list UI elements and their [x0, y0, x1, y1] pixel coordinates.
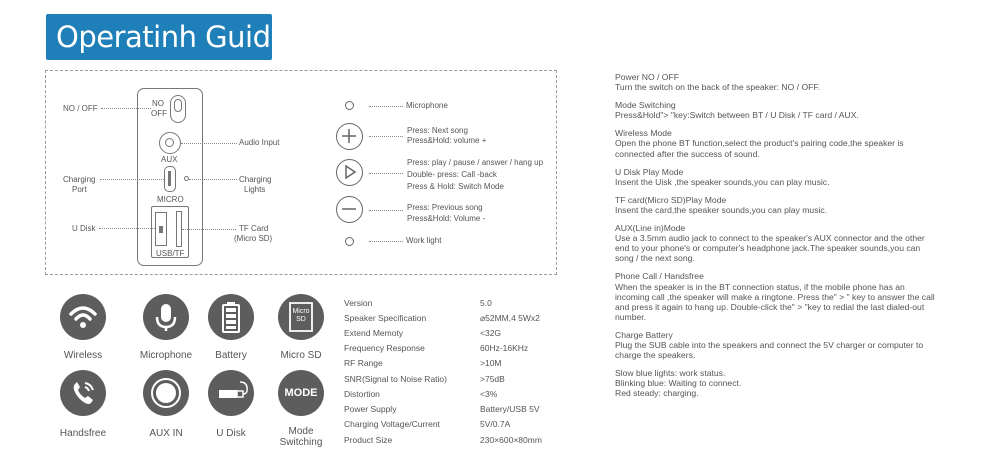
guide-line: Insent the card,the speaker sounds,you can play music.	[615, 204, 828, 215]
spec-label-size: Product Size	[344, 435, 393, 445]
control-microphone-text: Microphone	[406, 101, 448, 110]
micro-port-label: MICRO	[157, 195, 184, 204]
spec-label-memory: Extend Memoty	[344, 328, 404, 338]
leader-charging-lights	[189, 179, 237, 180]
title-banner	[46, 14, 288, 60]
mode-badge: MODE	[284, 387, 318, 399]
leader-u-disk	[99, 228, 155, 229]
feature-label-aux-in: AUX IN	[149, 428, 183, 439]
guide-line: When the speaker is in the BT connection status, if the mobile phone has an	[615, 281, 905, 292]
label-tf-card-2: (Micro SD)	[234, 234, 273, 243]
guide-line: number.	[615, 311, 647, 322]
work-light-dot-icon	[345, 237, 354, 246]
guide-line: and press it again to hang up. Double-click the" > "key to redial the last dialed-out	[615, 301, 925, 312]
usb-slot-pin	[159, 226, 163, 233]
guide-heading: Mode Switching	[615, 100, 676, 111]
spec-label-power: Power Supply	[344, 404, 397, 414]
guide-phone-call	[615, 271, 985, 321]
spec-value-distortion: <3%	[480, 389, 498, 399]
feature-label-micro-sd: Micro SD	[280, 350, 322, 361]
control-play-line-2: Double- press: Call -back	[407, 170, 497, 179]
guide-u-disk	[615, 167, 985, 187]
label-u-disk: U Disk	[72, 224, 96, 233]
guide-heading: TF card(Micro SD)Play Mode	[615, 194, 727, 205]
usb-slot	[155, 212, 167, 246]
switch-knob	[174, 99, 182, 112]
leader-work-light	[369, 241, 403, 242]
spec-value-power: Battery/USB 5V	[480, 404, 540, 414]
guide-aux	[615, 223, 985, 263]
spec-value-memory: <32G	[480, 328, 502, 338]
micro-usb-pin	[168, 171, 171, 186]
microphone-dot-icon	[345, 101, 354, 110]
usb-tf-label: USB/TF	[156, 249, 185, 258]
usb-icon	[208, 370, 254, 416]
feature-label-mode: Mode	[288, 426, 314, 437]
play-button-icon	[336, 159, 363, 186]
microphone-icon	[143, 294, 189, 340]
spec-value-charging: 5V/0.7A	[480, 419, 511, 429]
leader-charging-port	[100, 179, 164, 180]
spec-label-snr: SNR(Signal to Noise Ratio)	[344, 374, 447, 384]
guide-heading: Wireless Mode	[615, 128, 672, 139]
guide-line: Turn the switch on the back of the speaker: NO / OFF.	[615, 82, 821, 93]
guide-heading: Charge Battery	[615, 329, 673, 340]
guide-line: charge the speakers.	[615, 350, 696, 361]
guide-line: Red steady: charging.	[615, 388, 699, 399]
control-work-light-text: Work light	[406, 236, 442, 245]
guide-heading: Power NO / OFF	[615, 72, 679, 82]
guide-heading: U Disk Play Mode	[615, 166, 684, 177]
spec-value-version: 5.0	[480, 298, 492, 308]
feature-label-wireless: Wireless	[63, 350, 103, 361]
spec-label-frequency: Frequency Response	[344, 343, 425, 353]
guide-line: Slow blue lights: work status.	[615, 368, 726, 379]
control-plus-line-2: Press&Hold: volume +	[407, 136, 487, 145]
battery-icon	[208, 294, 254, 340]
guide-wireless	[615, 128, 985, 158]
spec-label-rf-range: RF Range	[344, 358, 383, 368]
guide-power	[615, 72, 985, 92]
label-charging-lights-2: Lights	[244, 185, 266, 194]
guide-line: Open the phone BT function,select the product's pairing code,the speaker is	[615, 138, 904, 149]
micro-sd-icon	[278, 294, 324, 340]
control-play-line-3: Press & Hold: Switch Mode	[407, 182, 504, 191]
guide-line: Plug the SUB cable into the speakers and connect the 5V charger or computer to	[615, 339, 924, 350]
label-tf-card-1: TF Card	[239, 224, 269, 233]
leader-play	[369, 173, 403, 174]
feature-label-switching: Switching	[279, 437, 323, 448]
spec-label-distortion: Distortion	[344, 389, 380, 399]
guide-line: connected after the success of sound.	[615, 148, 760, 159]
guide-line: Press&Hold"> "key:Switch between BT / U Disk / TF card / AUX.	[615, 110, 859, 121]
leader-no-off	[101, 108, 151, 109]
guide-line: Insent the Uisk ,the speaker sounds,you can play music.	[615, 176, 830, 187]
label-charging-port-1: Charging	[63, 175, 96, 184]
wifi-icon	[60, 294, 106, 340]
guide-heading: AUX(Line in)Mode	[615, 223, 686, 234]
control-minus-line-1: Press: Previous song	[407, 203, 483, 212]
leader-plus	[369, 136, 403, 137]
aux-port-label: AUX	[161, 155, 178, 164]
page-title: Operatinh Guide	[56, 20, 288, 54]
label-no-off: NO / OFF	[63, 104, 98, 113]
aux-jack	[159, 132, 181, 154]
label-charging-lights-1: Charging	[239, 175, 272, 184]
feature-label-battery: Battery	[215, 350, 247, 361]
operating-guide-text	[615, 72, 985, 398]
phone-icon	[60, 370, 106, 416]
guide-line: song / the next song.	[615, 253, 695, 264]
leader-minus	[369, 210, 403, 211]
label-charging-port-2: Port	[72, 185, 87, 194]
switch-label-off: OFF	[151, 109, 167, 118]
aux-hole	[165, 138, 174, 147]
mode-icon	[278, 370, 324, 416]
label-audio-input: Audio Input	[239, 138, 280, 147]
power-switch	[170, 95, 186, 123]
spec-label-speaker: Speaker Specification	[344, 313, 427, 323]
guide-line: end to your phone's or computer's headphone jack.The speaker sounds,you can	[615, 243, 921, 254]
guide-tf-card	[615, 195, 985, 215]
guide-mode-switching	[615, 100, 985, 120]
guide-charge-battery	[615, 330, 985, 399]
leader-audio-input	[181, 143, 237, 144]
spec-value-rf-range: >10M	[480, 358, 502, 368]
minus-button-icon	[336, 196, 363, 223]
switch-label-no: NO	[152, 99, 164, 108]
control-play-line-1: Press: play / pause / answer / hang up	[407, 158, 544, 167]
spec-value-snr: >75dB	[480, 374, 505, 384]
aux-in-icon	[143, 370, 189, 416]
micro-sd-badge: Micro SD	[292, 308, 310, 323]
feature-label-microphone: Microphone	[139, 350, 193, 361]
guide-line: Blinking blue: Waiting to connect.	[615, 378, 742, 389]
guide-heading: Phone Call / Handsfree	[615, 271, 704, 282]
spec-value-speaker: ⌀52MM,4 5Wx2	[480, 313, 540, 323]
control-minus-line-2: Press&Hold: Volume -	[407, 214, 486, 223]
spec-value-size: 230×600×80mm	[480, 435, 542, 445]
plus-button-icon	[336, 123, 363, 150]
spec-value-frequency: 60Hz-16KHz	[480, 343, 529, 353]
spec-label-version: Version	[344, 298, 373, 308]
micro-usb-port	[164, 166, 176, 192]
control-plus-line-1: Press: Next song	[407, 126, 468, 135]
leader-tf-card	[182, 229, 236, 230]
leader-microphone	[369, 106, 403, 107]
guide-line: incoming call ,the speaker will make a ringtone. Press the" > " key to answer the call	[615, 291, 935, 302]
feature-label-u-disk: U Disk	[216, 428, 246, 439]
feature-label-handsfree: Handsfree	[59, 428, 107, 439]
spec-label-charging: Charging Voltage/Current	[344, 419, 440, 429]
guide-line: Use a 3.5mm audio jack to connect to the speaker's AUX connector and the other	[615, 233, 925, 244]
